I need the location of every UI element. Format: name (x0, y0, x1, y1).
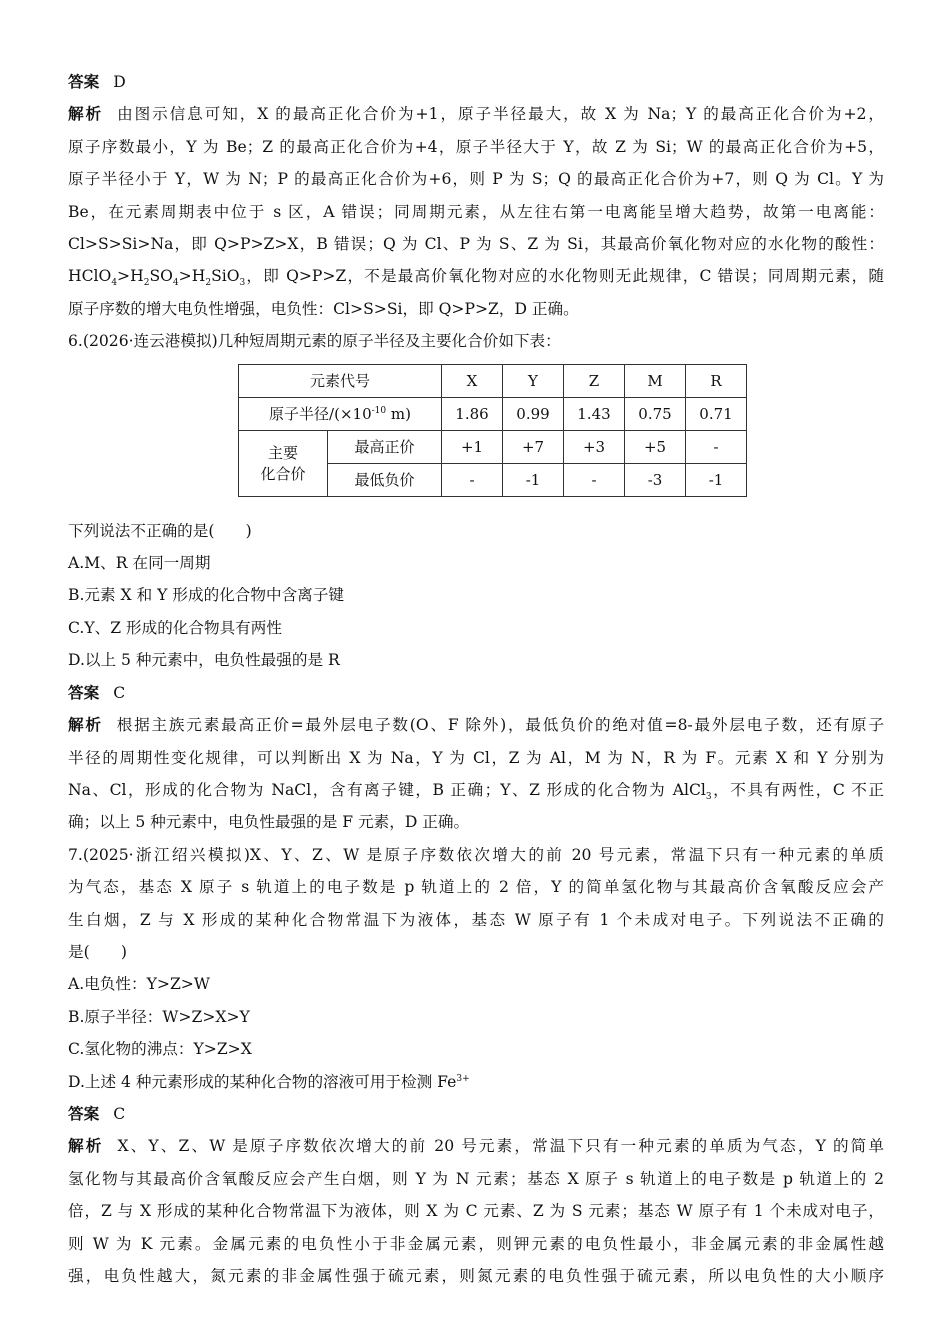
table-row: 原子半径$/(\times 10^{-10}$ m) 1.86 0.99 1.43 0.75 0.71 (239, 397, 747, 430)
q7-analysis-line-3: 倍，Z 与 X 形成的某种化合物常温下为液体，则 X 为 C 元素、Z 为 S 元素；基态 W 原子有 1 个未成对电子， (68, 1202, 884, 1221)
q6-option-c: C.Y、Z 形成的化合物具有两性 (68, 618, 282, 637)
q5-answer: D (113, 73, 126, 91)
table-header-label: 元素代号 (239, 364, 442, 397)
q6-analysis-line-1: 解析 根据主族元素最高正价=最外层电子数(O、F 除外)，最低负价的绝对值=8-最外层电子数，还有原子 (68, 715, 884, 735)
q7-option-b: B.原子半径：W>Z>X>Y (68, 1007, 250, 1026)
q5-analysis-line-4: Be，在元素周期表中位于 s 区，A 错误；同周期元素，从左往右第一电离能呈增大趋势，故第一电离能： (68, 202, 884, 221)
q6-stem: 6.(2026·连云港模拟)几种短周期元素的原子半径及主要化合价如下表： (68, 332, 561, 351)
table-row: 元素代号 X Y Z M R (239, 364, 747, 397)
q7-analysis-line-4: 则 W 为 K 元素。金属元素的电负性小于非金属元素，则钾元素的电负性最小，非金属元素的非金属性越 (68, 1234, 884, 1253)
q7-option-a: A.电负性：Y>Z>W (68, 975, 210, 994)
q6-answer-line (68, 677, 884, 709)
q6-option-a: A.M、R 在同一周期 (68, 554, 211, 573)
analysis-label: 解析 (68, 715, 103, 735)
answer-label: 答案 (68, 682, 100, 702)
q6-analysis-line-2: 半径的周期性变化规律，可以判断出 X 为 Na，Y 为 Cl，Z 为 Al，M 为 N，R 为 F。元素 X 和 Y 分别为 (68, 748, 884, 767)
q7-analysis-line-2: 氢化物与其最高价含氧酸反应会产生白烟，则 Y 为 N 元素；基态 X 原子 s 轨道上的电子数是 p 轨道上的 2 (68, 1169, 884, 1188)
min-valence-label: 最低负价 (328, 463, 442, 496)
q5-analysis-line-7: 原子序数的增大电负性增强，电负性：Cl>S>Si，即 Q>P>Z，D 正确。 (68, 299, 579, 318)
q5-answer-line (68, 66, 884, 98)
q7-stem-line-4: 是( ) (68, 942, 127, 961)
main-valence-label: 主要 化合价 (239, 430, 328, 496)
q7-analysis-line-5: 强，电负性越大，氮元素的非金属性强于硫元素，则氮元素的电负性强于硫元素，所以电负性的大小顺序 (68, 1267, 884, 1285)
q6-question: 下列说法不正确的是( ) (68, 521, 252, 540)
table-row: 最低负价 - -1 - -3 -1 (239, 463, 747, 496)
q6-analysis-line-4: 确；以上 5 种元素中，电负性最强的是 F 元素，D 正确。 (68, 813, 470, 832)
element-table (238, 364, 747, 497)
q7-analysis-line-1: 解析 X、Y、Z、W 是原子序数依次增大的前 20 号元素，常温下只有一种元素的单质为气态，Y 的简单 (68, 1136, 884, 1156)
q6-option-b: B.元素 X 和 Y 形成的化合物中含离子键 (68, 586, 344, 605)
q7-option-d: D.上述 4 种元素形成的某种化合物的溶液可用于检测 $Fe^{3+}$ (68, 1072, 470, 1091)
q5-analysis-line-2: 原子序数最小，Y 为 Be；Z 的最高正化合价为+4，原子半径大于 Y，故 Z 为 Si；W 的最高正化合价为+5， (68, 137, 884, 156)
q5-analysis-line-3: 原子半径小于 Y，W 为 N；P 的最高正化合价为+6，则 P 为 S；Q 的最高正化合价为+7，则 Q 为 Cl。Y 为 (68, 170, 884, 189)
table-row: 主要 化合价 最高正价 +1 +7 +3 +5 - (239, 430, 747, 463)
q7-option-c: C.氢化物的沸点：Y>Z>X (68, 1040, 252, 1059)
q7-answer-line (68, 1098, 884, 1130)
q7-stem-line-2: 为气态，基态 X 原子 s 轨道上的电子数是 p 轨道上的 2 倍，Y 的简单氢化物与其最高价含氧酸反应会产 (68, 878, 884, 897)
q7-stem-line-1: 7.(2025·浙江绍兴模拟)X、Y、Z、W 是原子序数依次增大的前 20 号元素，常温下只有一种元素的单质 (68, 845, 884, 864)
document-page (68, 66, 884, 1292)
q6-answer: C (113, 683, 126, 702)
radius-label: 原子半径$/(\times 10^{-10}$ m) (239, 397, 442, 430)
analysis-label: 解析 (68, 104, 104, 124)
answer-label: 答案 (68, 72, 100, 91)
q6-option-d: D.以上 5 种元素中，电负性最强的是 R (68, 651, 340, 670)
q7-answer: C (113, 1104, 126, 1123)
answer-label: 答案 (68, 1103, 100, 1123)
q5-analysis-line-5: Cl>S>Si>Na，即 Q>P>Z>X，B 错误；Q 为 Cl、P 为 S、Z 为 Si，其最高价氧化物对应的水化物的酸性： (68, 235, 884, 254)
q5-analysis-line-1: 解析 由图示信息可知，X 的最高正化合价为+1，原子半径最大，故 X 为 Na；Y 的最高正化合价为+2， (68, 104, 884, 124)
max-valence-label: 最高正价 (328, 430, 442, 463)
analysis-label: 解析 (68, 1136, 104, 1156)
q7-stem-line-3: 生白烟，Z 与 X 形成的某种化合物常温下为液体，基态 W 原子有 1 个未成对电子。下列说法不正确的 (68, 910, 884, 929)
q6-analysis-line-3: Na、Cl，形成的化合物为 NaCl，含有离子键，B 正确；Y、Z 形成的化合物为 AlCl$_3$，不具有两性，C 不正 (68, 780, 884, 803)
q5-analysis-line-6: $HClO_4>H_2SO_4>H_2SiO_3$，即 Q>P>Z，不是最高价氧化物对应的水化物则无此规律，C 错误；同周期元素，随 (68, 267, 884, 289)
